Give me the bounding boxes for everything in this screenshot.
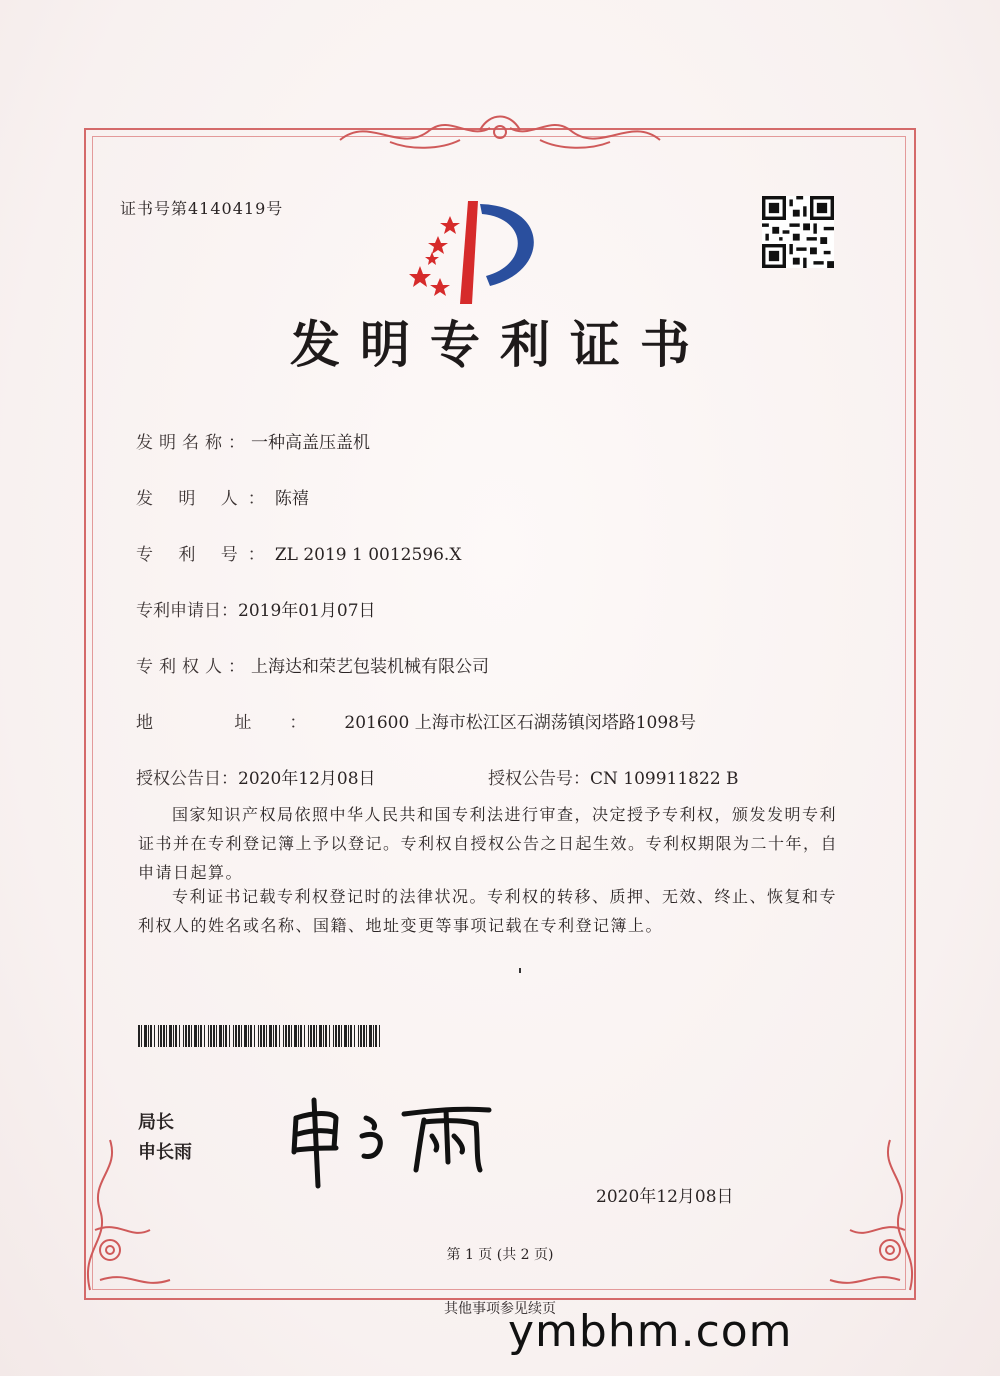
handwritten-signature (284, 1090, 494, 1190)
field-application-date (136, 596, 376, 621)
website-watermark: ymbhm.com (508, 1306, 793, 1357)
application-date-label: 专利申请日： (136, 601, 238, 621)
cnipa-logo-icon (400, 196, 560, 306)
inventor-value: 陈禧 (274, 489, 309, 509)
patent-number-label: 专 利 号： (136, 545, 275, 565)
field-patentee (136, 652, 489, 677)
qr-code (762, 196, 834, 268)
patent-number-value: ZL 2019 1 0012596.X (274, 545, 462, 565)
top-ornament-icon (330, 110, 670, 160)
director-role: 局长 (138, 1112, 174, 1133)
inventor-label: 发 明 人： (136, 489, 275, 509)
certificate-number: 证书号第4140419号 (120, 199, 284, 218)
field-announcement-number (488, 764, 739, 789)
ink-dot (519, 968, 521, 973)
field-address (136, 708, 696, 733)
field-announcement-date (136, 764, 376, 789)
patentee-value: 上海达和荣艺包装机械有限公司 (251, 657, 489, 677)
barcode (138, 1025, 380, 1047)
invention-name-value: 一种高盖压盖机 (251, 433, 370, 453)
invention-name-label: 发明名称： (136, 433, 251, 453)
address-label: 地 址： (136, 713, 345, 733)
announcement-number-value: CN 109911822 B (590, 769, 739, 789)
certificate-title: 发明专利证书 (290, 315, 710, 374)
body-paragraph-2: 专利证书记载专利权登记时的法律状况。专利权的转移、质押、无效、终止、恢复和专利权人的姓名或名称、国籍、地址变更等事项记载在专利登记簿上。 (138, 887, 838, 935)
continued-note: 其他事项参见续页 (444, 1301, 556, 1317)
bottom-right-ornament-icon (810, 1090, 930, 1310)
announcement-number-label: 授权公告号： (488, 769, 590, 789)
address-value: 201600 上海市松江区石湖荡镇闵塔路1098号 (344, 713, 696, 733)
field-patent-number (136, 540, 461, 565)
director-name: 申长雨 (138, 1142, 192, 1163)
announcement-date-value: 2020年12月08日 (238, 769, 376, 789)
application-date-value: 2019年01月07日 (238, 601, 376, 621)
body-paragraph-1: 国家知识产权局依照中华人民共和国专利法进行审查，决定授予专利权，颁发发明专利证书并在专利登记簿上予以登记。专利权自授权公告之日起生效。专利权期限为二十年，自申请日起算。 (138, 805, 839, 882)
page-number: 第 1 页 (共 2 页) (446, 1247, 554, 1263)
patentee-label: 专利权人： (136, 657, 251, 677)
signature-date: 2020年12月08日 (596, 1187, 734, 1207)
director-block (138, 1108, 192, 1168)
announcement-date-label: 授权公告日： (136, 769, 238, 789)
field-inventor (136, 484, 309, 509)
field-invention-name (136, 428, 370, 453)
